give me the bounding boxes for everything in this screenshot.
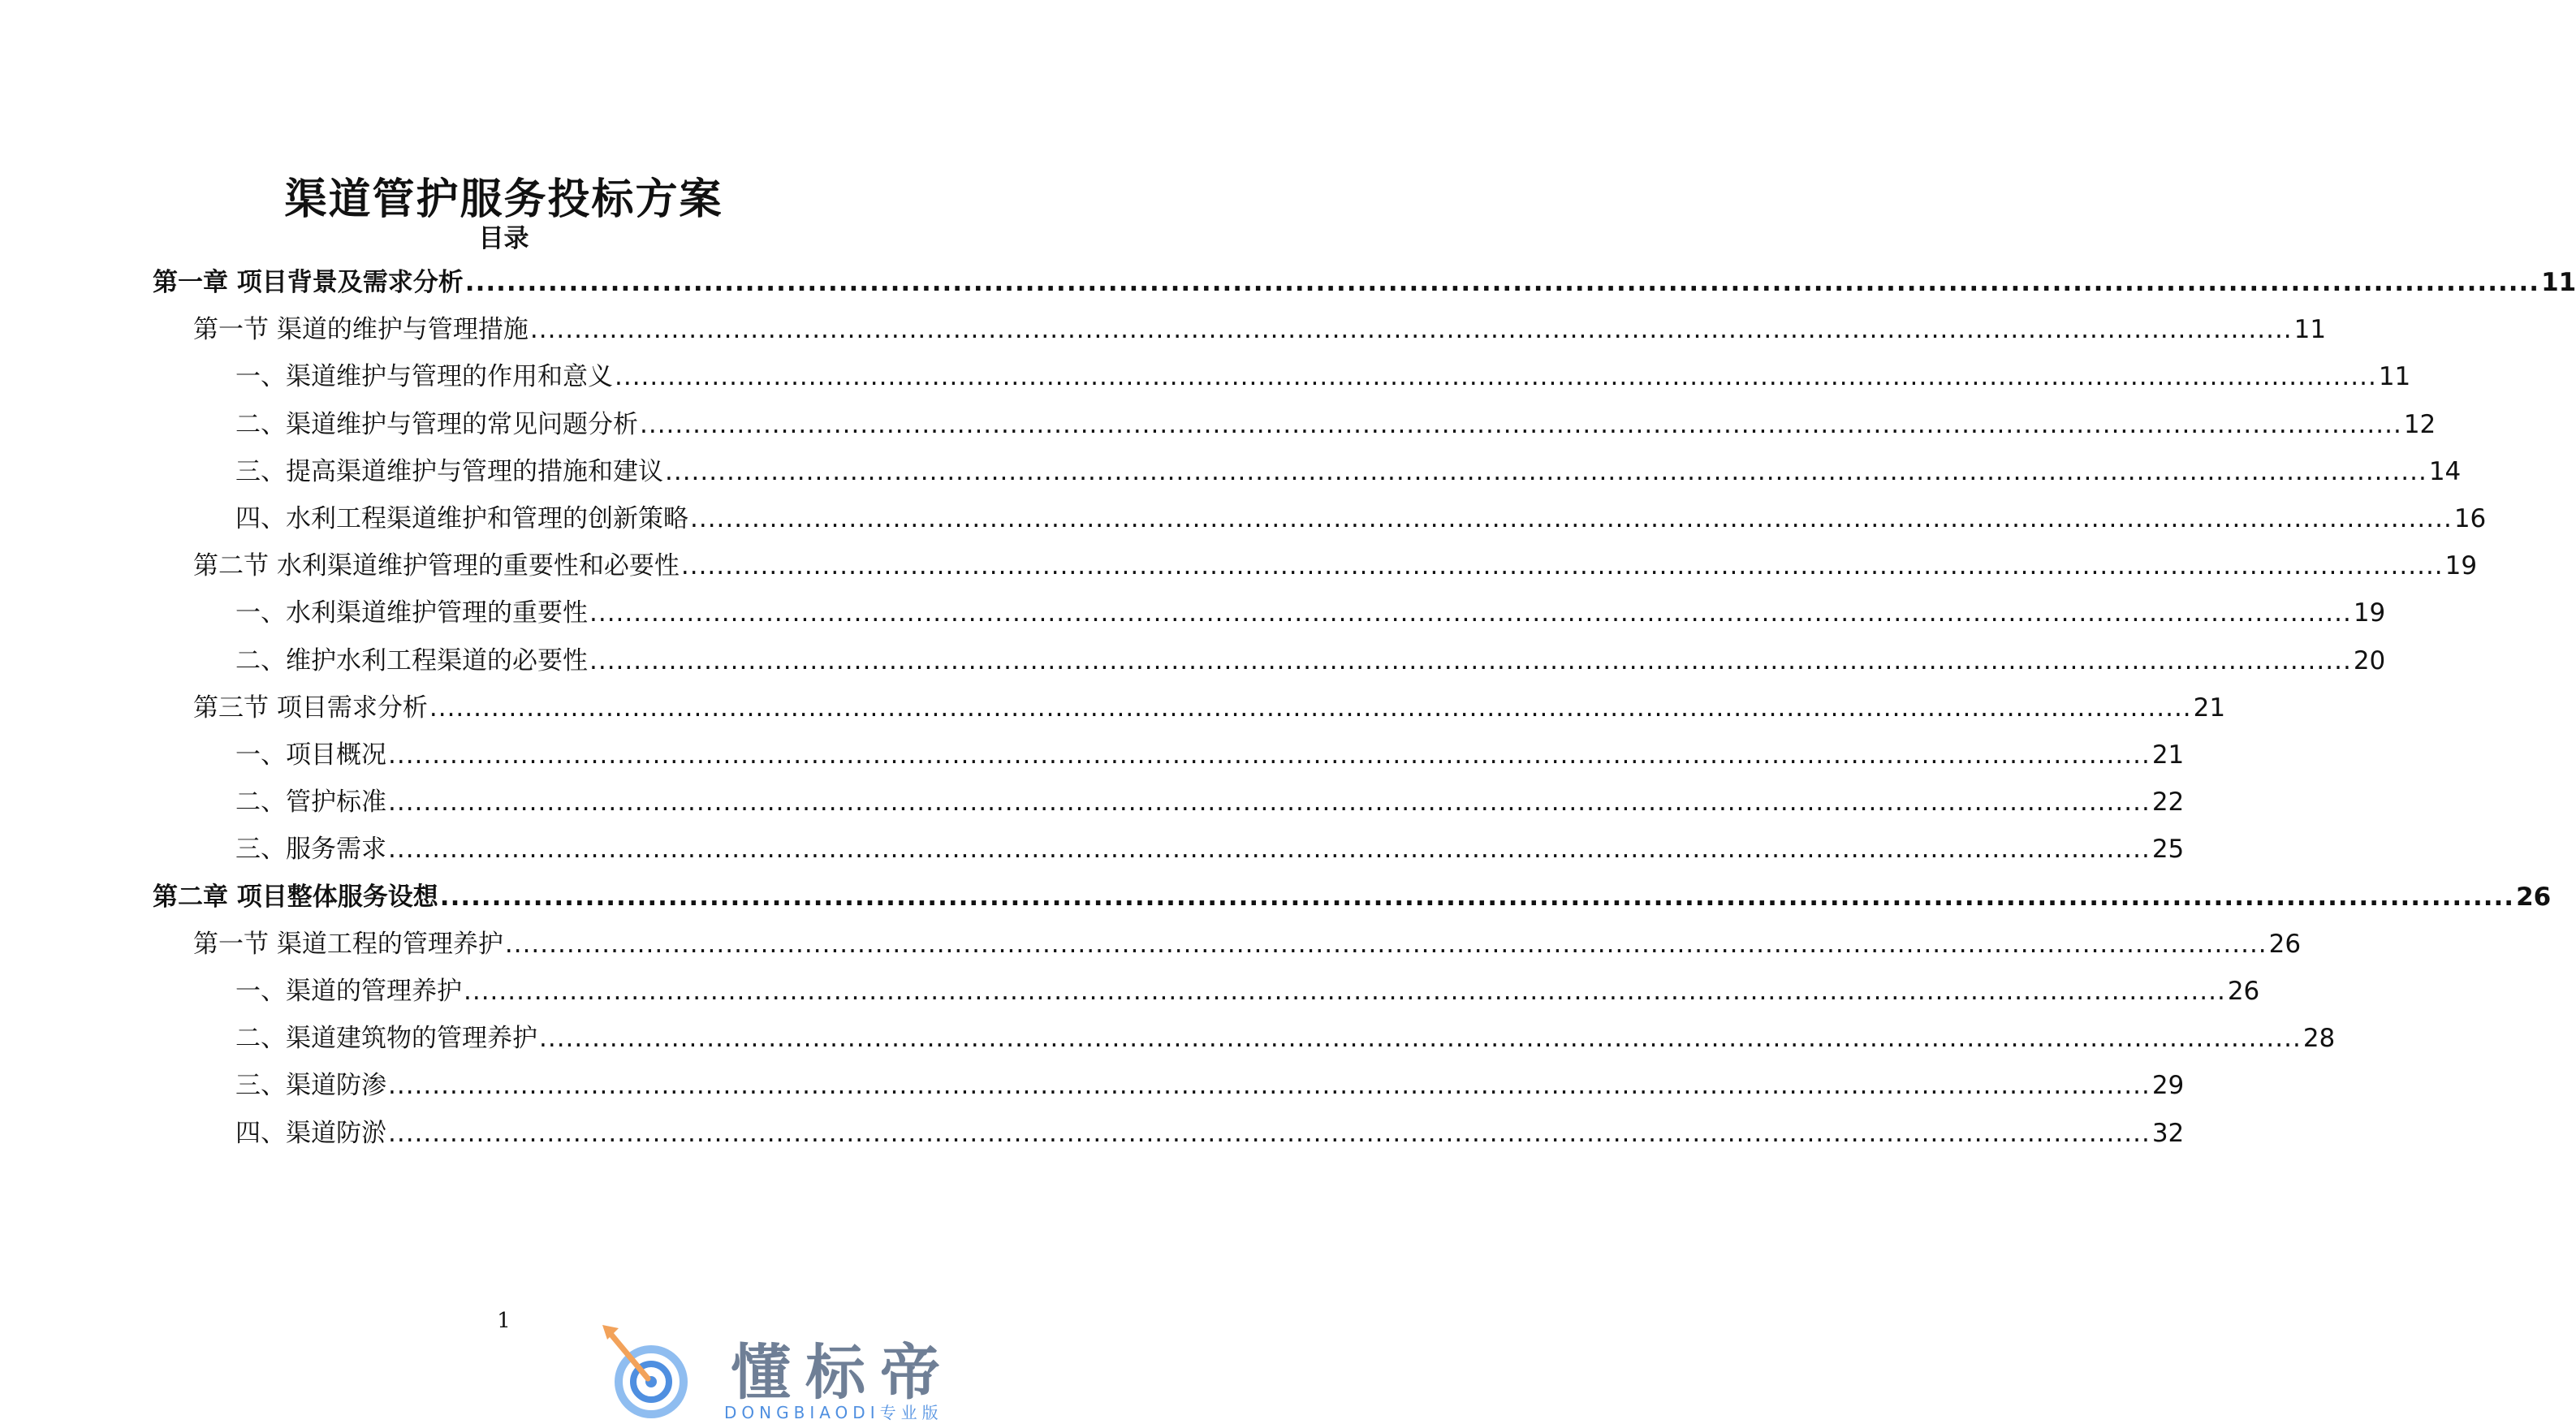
toc-subsection[interactable] bbox=[235, 828, 2185, 869]
toc-section[interactable] bbox=[193, 545, 2478, 585]
watermark-logo bbox=[601, 1323, 990, 1421]
toc-entry-label: 第二节 水利渠道维护管理的重要性和必要性 bbox=[193, 551, 680, 581]
toc-dot-leader: ........................................................................................................................................................................................................ bbox=[615, 362, 2377, 392]
toc-entry-label: 一、渠道维护与管理的作用和意义 bbox=[235, 362, 613, 392]
toc-entry-label: 四、水利工程渠道维护和管理的创新策略 bbox=[235, 504, 688, 533]
toc-dot-leader: ........................................................................................................................................................................................................ bbox=[589, 598, 2352, 628]
toc-entry-label: 一、水利渠道维护管理的重要性 bbox=[235, 598, 588, 628]
toc-dot-leader: ........................................................................................................................................................................................................ bbox=[429, 693, 2192, 723]
toc-entry-page: 20 bbox=[2353, 645, 2386, 675]
toc-entry-label: 二、维护水利工程渠道的必要性 bbox=[235, 645, 588, 675]
toc-section[interactable] bbox=[193, 923, 2302, 964]
toc-entry-label: 第二章 项目整体服务设想 bbox=[153, 882, 438, 912]
toc-dot-leader: ........................................................................................................................................................................................................ bbox=[529, 315, 2293, 345]
toc-subsection[interactable] bbox=[235, 734, 2185, 775]
toc-entry-label: 第一章 项目背景及需求分析 bbox=[153, 268, 464, 297]
toc-entry-page: 32 bbox=[2151, 1118, 2185, 1148]
toc-entry-page: 26 bbox=[2516, 882, 2552, 912]
toc-entry-page: 11 bbox=[2541, 268, 2576, 297]
toc-entry-page: 22 bbox=[2151, 788, 2185, 818]
document-title: 渠道管护服务投标方案 bbox=[284, 175, 723, 224]
toc-dot-leader: ........................................................................................................................................................................................................ bbox=[640, 409, 2402, 439]
target-arrow-icon bbox=[601, 1323, 723, 1421]
page-number: 1 bbox=[497, 1309, 511, 1333]
toc-subsection[interactable] bbox=[235, 498, 2487, 538]
toc-chapter[interactable] bbox=[153, 876, 2552, 917]
toc-dot-leader: ........................................................................................................................................................................................................ bbox=[504, 929, 2267, 959]
toc-entry-page: 21 bbox=[2193, 693, 2226, 723]
toc-section[interactable] bbox=[193, 309, 2327, 349]
toc-entry-page: 11 bbox=[2293, 315, 2327, 345]
toc-dot-leader: ........................................................................................................................................................................................................ bbox=[690, 504, 2453, 533]
toc-subsection[interactable] bbox=[235, 781, 2185, 822]
toc-entry-label: 第三节 项目需求分析 bbox=[193, 693, 428, 723]
toc-subsection[interactable] bbox=[235, 1064, 2185, 1105]
toc-entry-page: 29 bbox=[2151, 1071, 2185, 1101]
toc-entry-label: 三、服务需求 bbox=[235, 835, 386, 865]
toc-entry-label: 三、渠道防渗 bbox=[235, 1071, 386, 1101]
toc-entry-page: 12 bbox=[2403, 409, 2436, 439]
toc-entry-page: 28 bbox=[2302, 1024, 2336, 1054]
toc-dot-leader: ........................................................................................................................................................................................................ bbox=[464, 977, 2226, 1006]
toc-entry-label: 二、管护标准 bbox=[235, 788, 386, 818]
toc-entry-label: 三、提高渠道维护与管理的措施和建议 bbox=[235, 456, 663, 486]
toc-subsection[interactable] bbox=[235, 592, 2386, 632]
toc-entry-page: 11 bbox=[2378, 362, 2411, 392]
toc-entry-label: 第一节 渠道的维护与管理措施 bbox=[193, 315, 529, 345]
toc-entry-label: 一、项目概况 bbox=[235, 740, 386, 770]
toc-entry-label: 二、渠道维护与管理的常见问题分析 bbox=[235, 409, 638, 439]
toc-dot-leader: ........................................................................................................................................................................................................ bbox=[388, 1118, 2151, 1148]
toc-dot-leader: ........................................................................................................................................................................................................ bbox=[388, 740, 2151, 770]
toc-dot-leader: ........................................................................................................................................................................................................ bbox=[388, 1071, 2151, 1101]
toc-subsection[interactable] bbox=[235, 451, 2462, 491]
toc-entry-label: 第一节 渠道工程的管理养护 bbox=[193, 929, 503, 959]
toc-entry-label: 四、渠道防淤 bbox=[235, 1118, 386, 1148]
toc-section[interactable] bbox=[193, 687, 2226, 727]
toc-entry-page: 16 bbox=[2453, 504, 2487, 533]
toc-dot-leader: ........................................................................................................................................................................................................ bbox=[388, 835, 2151, 865]
toc-dot-leader: ........................................................................................................................................................................................................ bbox=[464, 268, 2540, 297]
toc-dot-leader: ........................................................................................................................................................................................................ bbox=[589, 645, 2352, 675]
toc-dot-leader: ........................................................................................................................................................................................................ bbox=[680, 551, 2444, 581]
toc-entry-page: 25 bbox=[2151, 835, 2185, 865]
watermark-brand: 懂标帝 bbox=[731, 1338, 955, 1408]
toc-entry-page: 26 bbox=[2268, 929, 2302, 959]
toc-entry-page: 21 bbox=[2151, 740, 2185, 770]
toc-entry-label: 二、渠道建筑物的管理养护 bbox=[235, 1024, 537, 1054]
toc-subsection[interactable] bbox=[235, 970, 2260, 1011]
toc-chapter[interactable] bbox=[153, 261, 2576, 302]
toc-subsection[interactable] bbox=[235, 403, 2436, 444]
toc-entry-label: 一、渠道的管理养护 bbox=[235, 977, 462, 1006]
toc-entry-page: 26 bbox=[2227, 977, 2260, 1006]
toc-dot-leader: ........................................................................................................................................................................................................ bbox=[439, 882, 2515, 912]
toc-subsection[interactable] bbox=[235, 356, 2411, 396]
watermark-subtitle: DONGBIAODI专业版 bbox=[724, 1403, 943, 1422]
toc-dot-leader: ........................................................................................................................................................................................................ bbox=[665, 456, 2427, 486]
toc-dot-leader: ........................................................................................................................................................................................................ bbox=[539, 1024, 2302, 1054]
toc-entry-page: 14 bbox=[2428, 456, 2462, 486]
toc-heading: 目录 bbox=[478, 224, 529, 253]
toc-dot-leader: ........................................................................................................................................................................................................ bbox=[388, 788, 2151, 818]
toc-subsection[interactable] bbox=[235, 1112, 2185, 1153]
toc-subsection[interactable] bbox=[235, 640, 2386, 680]
toc-entry-page: 19 bbox=[2444, 551, 2478, 581]
toc-entry-page: 19 bbox=[2353, 598, 2386, 628]
toc-subsection[interactable] bbox=[235, 1017, 2336, 1058]
